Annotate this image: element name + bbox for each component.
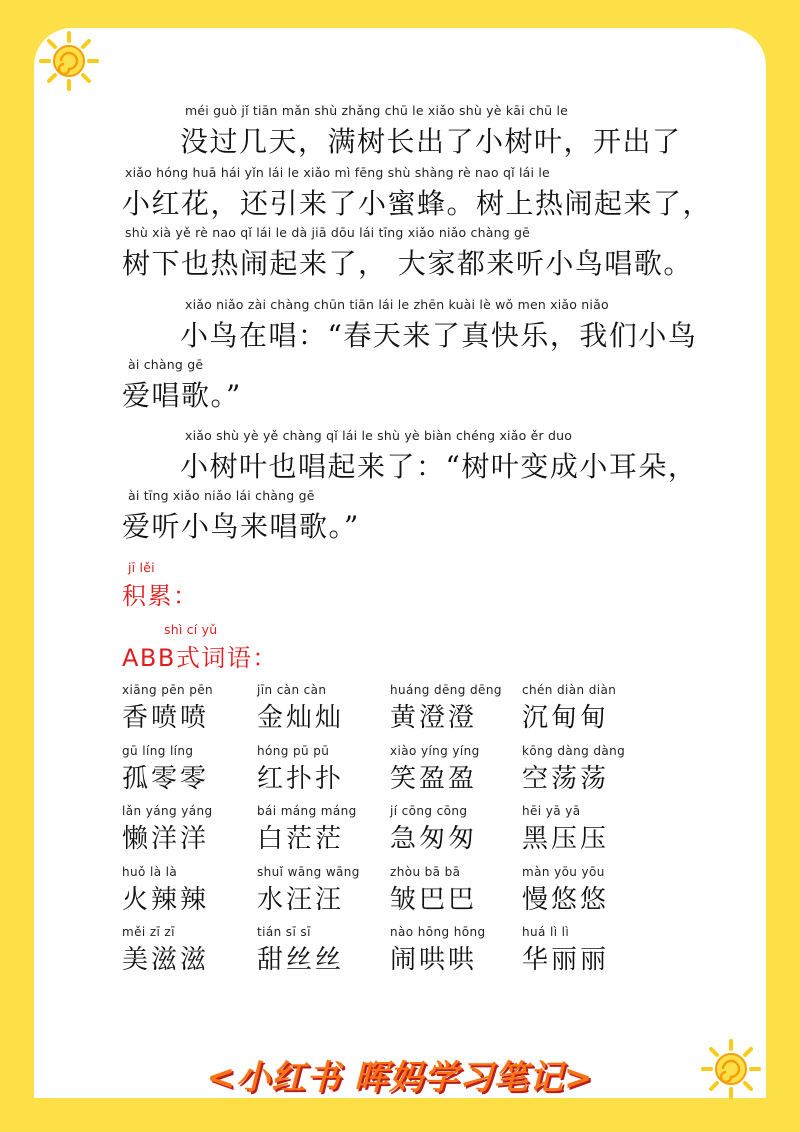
word-hanzi: 水汪汪: [257, 884, 345, 915]
pinyin: ài tīng xiǎo niǎo lái chàng gē: [128, 488, 315, 503]
abb-word: [122, 744, 232, 794]
section-pinyin: jī lěi: [128, 560, 155, 575]
abb-word: [257, 925, 367, 975]
word-hanzi: 金灿灿: [257, 703, 345, 733]
word-pinyin: gū líng líng: [122, 743, 194, 758]
word-pinyin: lǎn yáng yáng: [122, 804, 213, 818]
abb-word: [122, 804, 232, 854]
word-hanzi: 孤零零: [122, 763, 210, 794]
hanzi: 小红花，还引来了小蜜蜂。树上热闹起来了，: [122, 187, 713, 220]
story-line: [0, 297, 800, 357]
word-pinyin: měi zī zī: [122, 925, 175, 939]
word-hanzi: 白茫茫: [257, 824, 345, 854]
word-hanzi: 沉甸甸: [522, 703, 610, 733]
pinyin: ài chàng gē: [128, 357, 204, 372]
word-hanzi: 笑盈盈: [390, 763, 478, 794]
hanzi: 没过几天，满树长出了小树叶，开出了: [180, 125, 682, 158]
pinyin: xiǎo shù yè yě chàng qǐ lái le shù yè biàn chéng xiǎo ěr duo: [185, 428, 573, 443]
word-pinyin: xiào yíng yíng: [390, 743, 480, 758]
abb-word: [122, 925, 232, 975]
word-hanzi: 慢悠悠: [522, 884, 610, 915]
hanzi: 爱唱歌。”: [122, 379, 242, 412]
word-pinyin: nào hōng hōng: [390, 925, 486, 939]
word-pinyin: bái máng máng: [257, 804, 357, 818]
word-pinyin: hēi yā yā: [522, 804, 581, 818]
story-line: [0, 357, 800, 417]
section-accumulate: [0, 560, 800, 620]
pinyin: shù xià yě rè nao qǐ lái le dà jiā dōu lái tīng xiǎo niǎo chàng gē: [125, 225, 531, 240]
abb-word: [390, 744, 500, 794]
section-title: 积累：: [122, 582, 199, 610]
word-hanzi: 空荡荡: [522, 763, 610, 794]
story-line: [0, 103, 800, 163]
abb-word: [257, 683, 367, 733]
pinyin: xiǎo hóng huā hái yǐn lái le xiǎo mì fēng shù shàng rè nao qǐ lái le: [125, 165, 550, 180]
word-hanzi: 懒洋洋: [122, 824, 210, 854]
hanzi: 小树叶也唱起来了：“树叶变成小耳朵，: [180, 450, 698, 483]
word-hanzi: 闹哄哄: [390, 945, 478, 975]
abb-word: [257, 744, 367, 794]
section-title: ABB式词语：: [122, 644, 278, 672]
word-pinyin: huǒ là là: [122, 864, 178, 879]
abb-word: [390, 865, 500, 915]
abb-word: [257, 865, 367, 915]
word-hanzi: 华丽丽: [522, 945, 610, 975]
word-pinyin: tián sī sī: [257, 925, 311, 939]
abb-word: [522, 925, 632, 975]
hanzi: 小鸟在唱：“春天来了真快乐，我们小鸟: [180, 319, 698, 352]
word-pinyin: huá lì lì: [522, 925, 570, 939]
word-hanzi: 红扑扑: [257, 763, 345, 794]
abb-word: [522, 744, 632, 794]
word-hanzi: 美滋滋: [122, 945, 210, 975]
word-pinyin: kōng dàng dàng: [522, 743, 626, 758]
word-hanzi: 黑压压: [522, 824, 610, 854]
hanzi: 爱听小鸟来唱歌。”: [122, 510, 360, 543]
word-hanzi: 火辣辣: [122, 884, 210, 915]
word-hanzi: 甜丝丝: [257, 945, 345, 975]
abb-word: [257, 804, 367, 854]
abb-word: [522, 804, 632, 854]
word-hanzi: 黄澄澄: [390, 703, 478, 733]
abb-word: [522, 683, 632, 733]
word-pinyin: xiāng pēn pēn: [122, 683, 214, 697]
word-pinyin: zhòu bā bā: [390, 864, 461, 879]
pinyin: méi guò jǐ tiān mǎn shù zhǎng chū le xiǎo shù yè kāi chū le: [185, 103, 569, 118]
pinyin: xiǎo niǎo zài chàng chūn tiān lái le zhēn kuài lè wǒ men xiǎo niǎo: [185, 297, 609, 312]
word-pinyin: hóng pū pū: [257, 743, 330, 758]
word-hanzi: 皱巴巴: [390, 884, 478, 915]
story-line: [0, 225, 800, 285]
word-pinyin: jīn càn càn: [257, 683, 327, 697]
footer-watermark: <小红书 晖妈学习笔记>: [206, 1058, 594, 1098]
story-line: [0, 488, 800, 548]
word-pinyin: chén diàn diàn: [522, 683, 617, 697]
word-hanzi: 急匆匆: [390, 824, 478, 854]
story-line: [0, 428, 800, 488]
word-pinyin: màn yōu yōu: [522, 864, 605, 879]
abb-word: [390, 925, 500, 975]
abb-word: [390, 683, 500, 733]
sun-icon: [38, 30, 100, 92]
word-pinyin: huáng dēng dēng: [390, 683, 502, 697]
abb-word: [390, 804, 500, 854]
section-abb: [0, 622, 800, 682]
story-line: [0, 165, 800, 225]
abb-word: [522, 865, 632, 915]
word-pinyin: jí cōng cōng: [390, 804, 468, 818]
word-pinyin: shuǐ wāng wāng: [257, 864, 360, 879]
section-pinyin: shì cí yǔ: [164, 622, 218, 637]
abb-word: [122, 683, 232, 733]
word-hanzi: 香喷喷: [122, 703, 210, 733]
hanzi: 树下也热闹起来了， 大家都来听小鸟唱歌。: [122, 247, 693, 280]
abb-word: [122, 865, 232, 915]
